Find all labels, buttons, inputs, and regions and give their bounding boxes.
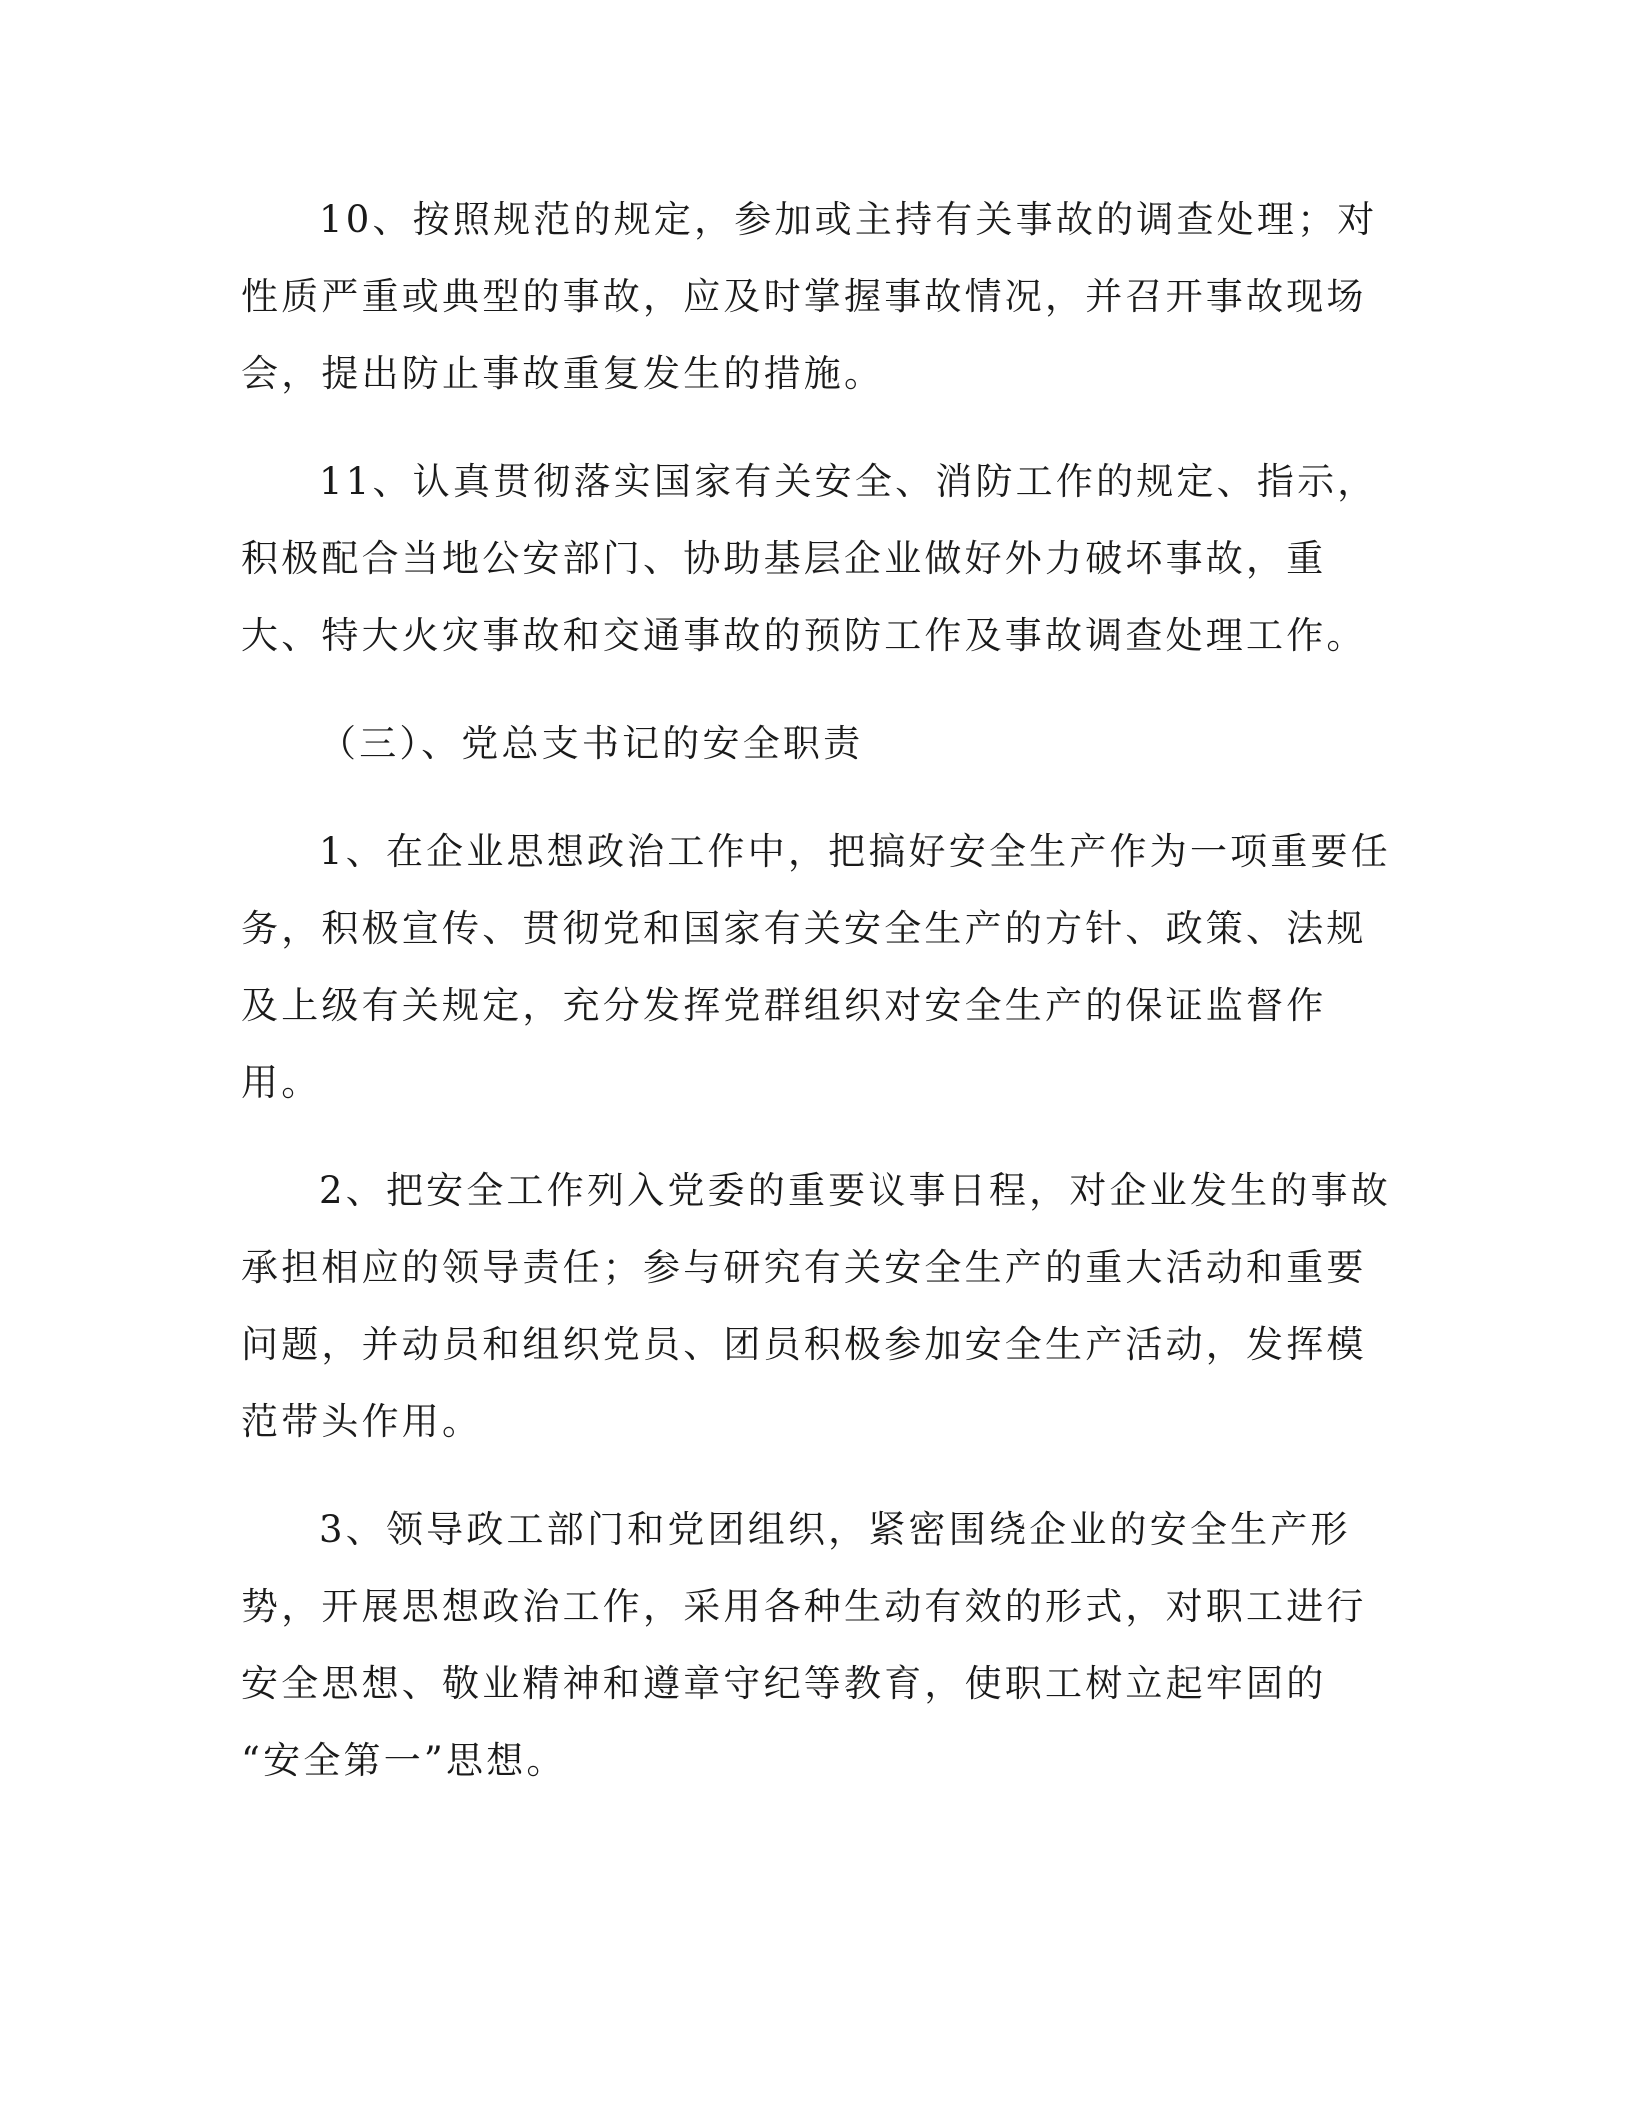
paragraph-item-1 — [241, 813, 1391, 1121]
section-heading-text: （三）、党总支书记的安全职责 — [319, 722, 864, 765]
document-body — [241, 181, 1391, 1830]
paragraph-line: 性质严重或典型的事故，应及时掌握事故情况，并召开事故现场 — [241, 275, 1367, 318]
paragraph-line: 会，提出防止事故重复发生的措施。 — [241, 352, 885, 395]
paragraph-line: 势，开展思想政治工作，采用各种生动有效的形式，对职工进行 — [241, 1585, 1367, 1628]
paragraph-line: 及上级有关规定，充分发挥党群组织对安全生产的保证监督作 — [241, 984, 1327, 1027]
paragraph-line: 11、认真贯彻落实国家有关安全、消防工作的规定、指示， — [319, 460, 1378, 503]
paragraph-line: 问题，并动员和组织党员、团员积极参加安全生产活动，发挥模 — [241, 1323, 1367, 1366]
paragraph-line: 安全思想、敬业精神和遵章守纪等教育，使职工树立起牢固的 — [241, 1662, 1327, 1705]
paragraph-item-10 — [241, 181, 1381, 412]
paragraph-line: 承担相应的领导责任；参与研究有关安全生产的重大活动和重要 — [241, 1246, 1367, 1289]
paragraph-line: 范带头作用。 — [241, 1400, 483, 1443]
paragraph-line: 大、特大火灾事故和交通事故的预防工作及事故调查处理工作。 — [241, 614, 1367, 657]
paragraph-item-2 — [241, 1152, 1391, 1460]
paragraph-line: 务，积极宣传、贯彻党和国家有关安全生产的方针、政策、法规 — [241, 907, 1367, 950]
paragraph-line: “安全第一”思想。 — [241, 1739, 567, 1782]
paragraph-line: 2、把安全工作列入党委的重要议事日程，对企业发生的事故 — [319, 1169, 1391, 1212]
paragraph-line: 3、领导政工部门和党团组织，紧密围绕企业的安全生产形 — [319, 1508, 1351, 1551]
paragraph-item-3 — [241, 1491, 1381, 1799]
paragraph-line: 10、按照规范的规定，参加或主持有关事故的调查处理；对 — [319, 198, 1378, 241]
paragraph-line: 用。 — [241, 1061, 322, 1104]
paragraph-item-11 — [241, 443, 1381, 674]
section-heading — [241, 705, 1381, 782]
paragraph-line: 1、在企业思想政治工作中，把搞好安全生产作为一项重要任 — [319, 830, 1391, 873]
paragraph-line: 积极配合当地公安部门、协助基层企业做好外力破坏事故，重 — [241, 537, 1327, 580]
